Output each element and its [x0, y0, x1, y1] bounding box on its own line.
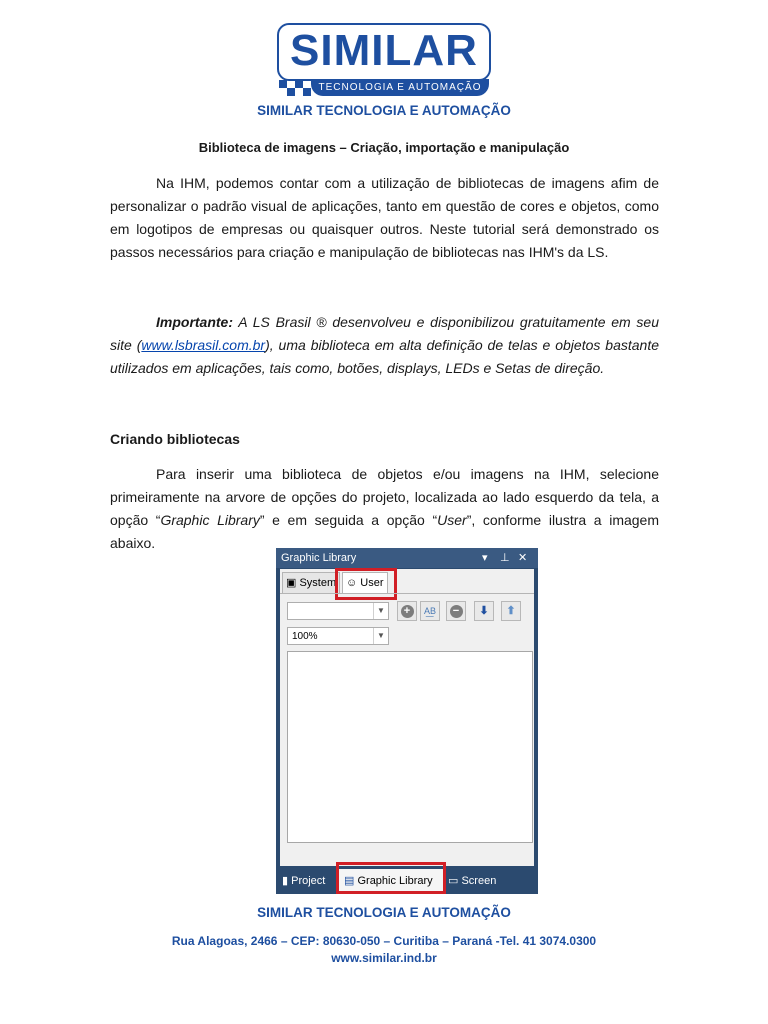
logo-tagline: TECNOLOGIA E AUTOMAÇÃO: [311, 79, 489, 96]
tab-divider: [280, 593, 534, 594]
footer-website[interactable]: www.similar.ind.br: [331, 951, 437, 965]
library-select[interactable]: [287, 602, 389, 620]
image-library-icon: ▤: [344, 875, 355, 887]
section-text-3: ”, conforme ilustra a imagem abaixo.: [110, 512, 659, 551]
important-text-1: A LS Brasil ® desenvolveu e disponibilizou gratuitamente em seu site (: [110, 314, 659, 353]
project-icon: ▮: [282, 875, 289, 887]
tab-screen[interactable]: [448, 874, 496, 888]
lsbrasil-link[interactable]: www.lsbrasil.com.br: [141, 337, 266, 353]
tab-project[interactable]: [282, 874, 325, 888]
dropdown-arrow-icon[interactable]: ▾: [482, 552, 488, 564]
user-icon: ☺: [346, 577, 358, 589]
footer-company-name: SIMILAR TECNOLOGIA E AUTOMAÇÃO: [257, 905, 511, 920]
tab-screen-label: Screen: [461, 875, 497, 887]
section-em-graphic-library: Graphic Library: [160, 512, 260, 528]
pin-icon[interactable]: ⊥: [500, 552, 510, 564]
logo-wordmark: SIMILAR: [290, 26, 478, 75]
upload-icon: ⬆: [506, 605, 516, 617]
remove-button[interactable]: [446, 601, 466, 621]
graphic-library-screenshot: [276, 548, 538, 894]
rename-button[interactable]: [420, 601, 440, 621]
section-heading: Criando bibliotecas: [110, 431, 240, 447]
download-icon: ⬇: [479, 605, 489, 617]
important-text-2: ), uma biblioteca em alta definição de telas e objetos bastante utilizados em aplicações, tais como, botões, displays, LEDs e Setas de direção.: [110, 337, 660, 376]
rename-icon: A͟B: [423, 606, 436, 616]
tab-graphic-library-label: Graphic Library: [357, 875, 433, 887]
tab-user-label: User: [360, 577, 384, 589]
image-list[interactable]: [287, 651, 533, 843]
plus-icon: +: [401, 605, 414, 618]
monitor-icon: ▣: [286, 577, 297, 589]
logo-checker-pattern: [277, 79, 311, 97]
intro-text: Na IHM, podemos contar com a utilização de bibliotecas de imagens afim de personalizar o padrão visual de aplicações, tanto em questão de cores e objetos, como em logotipos de empresas ou quaisquer outros. Neste tutorial será demonstrado os passos necessários para criação e manipulação de bibliotecas nas IHM's da LS.: [110, 175, 659, 260]
footer-address: Rua Alagoas, 2466 – CEP: 80630-050 – Curitiba – Paraná -Tel. 41 3074.0300: [171, 934, 597, 948]
important-note: [110, 311, 659, 380]
bottom-tab-bar: [276, 868, 538, 894]
window-titlebar: [276, 548, 538, 568]
zoom-value: 100%: [292, 631, 318, 642]
document-title: Biblioteca de imagens – Criação, importação e manipulação: [198, 140, 570, 155]
tab-system[interactable]: [282, 572, 340, 594]
chevron-down-icon: ▼: [373, 628, 388, 644]
intro-paragraph: [110, 172, 659, 264]
highlight-user-tab: [335, 568, 397, 600]
tab-project-label: Project: [291, 875, 326, 887]
important-label: Importante:: [156, 314, 233, 330]
header-company-name: SIMILAR TECNOLOGIA E AUTOMAÇÃO: [257, 103, 511, 118]
add-button[interactable]: [397, 601, 417, 621]
section-paragraph: [110, 463, 659, 555]
minus-icon: −: [450, 605, 463, 618]
highlight-graphic-library-tab: [336, 862, 446, 894]
tab-system-label: System: [299, 577, 337, 589]
library-panel: [280, 569, 534, 866]
zoom-select[interactable]: [287, 627, 389, 645]
close-icon[interactable]: ✕: [518, 552, 528, 564]
company-logo: [277, 23, 491, 98]
export-button[interactable]: [501, 601, 521, 621]
screen-icon: ▭: [448, 875, 459, 887]
section-text-1: Para inserir uma biblioteca de objetos e/ou imagens na IHM, selecione primeiramente na arvore de opções do projeto, localizada ao lado esquerdo da tela, a opção “: [110, 466, 659, 528]
window-title: Graphic Library: [281, 552, 357, 564]
section-text-2: ” e em seguida a opção “: [259, 512, 438, 528]
section-em-user: User: [437, 512, 467, 528]
import-button[interactable]: [474, 601, 494, 621]
chevron-down-icon: ▼: [373, 603, 388, 619]
